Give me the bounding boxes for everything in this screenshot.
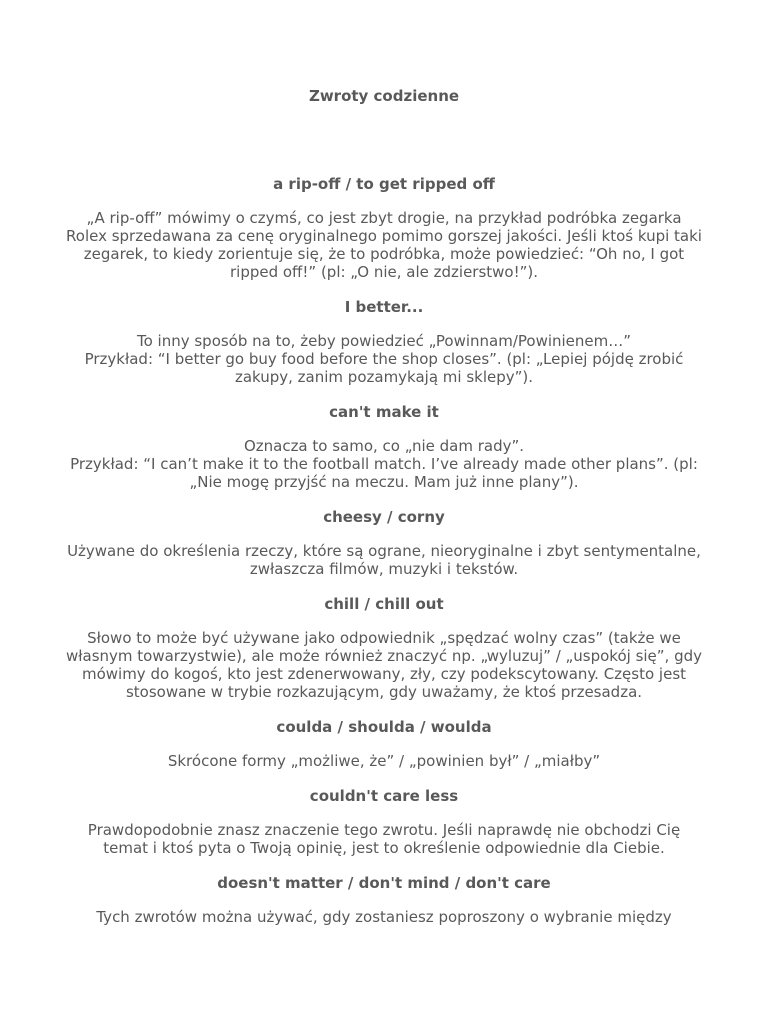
phrase-heading: I better... [344,298,424,316]
paragraph: Słowo to może być używane jako odpowiednik „spędzać wolny czas” (także we własnym towarzystwie), ale może również znaczyć np. „wyluzuj” / „uspokój się”, gdy mówimy do kogoś, kto jest zdenerwowany, zły, czy podekscytowany. Często jest stosowane w trybie rozkazującym, gdy uważamy, że ktoś przesadza. [65,629,703,701]
phrase-description [64,209,704,281]
phrase-heading: chill / chill out [324,595,444,613]
phrase-heading: cheesy / corny [323,508,445,526]
phrase-description [64,332,704,386]
phrase-heading: coulda / shoulda / woulda [276,718,492,736]
phrase-list [64,174,704,942]
phrase-description [64,908,704,926]
phrase-description [64,752,704,770]
phrase-section [64,717,704,770]
phrase-section [64,174,704,281]
paragraph: Skrócone formy „możliwe, że” / „powinien był” / „miałby” [167,752,601,770]
paragraph: Prawdopodobnie znasz znaczenie tego zwrotu. Jeśli naprawdę nie obchodzi Cię temat i ktoś pyta o Twoją opinię, jest to określenie odpowiednie dla Ciebie. [87,821,681,857]
phrase-heading: can't make it [329,403,439,421]
phrase-description [64,542,704,578]
phrase-section [64,297,704,386]
phrase-section [64,786,704,857]
phrase-section [64,594,704,701]
phrase-heading: a rip-off / to get ripped off [273,175,495,193]
paragraph: Używane do określenia rzeczy, które są ograne, nieoryginalne i zbyt sentymentalne, zwłaszcza filmów, muzyki i tekstów. [67,542,701,578]
phrase-description [64,437,704,491]
paragraph: To inny sposób na to, żeby powiedzieć „Powinnam/Powinienem…” [136,332,632,350]
phrase-section [64,402,704,491]
phrase-heading: doesn't matter / don't mind / don't care [217,874,551,892]
paragraph: Przykład: “I can’t make it to the football match. I’ve already made other plans”. (pl: „Nie mogę przyjść na meczu. Mam już inne plany”). [70,455,698,491]
phrase-description [64,821,704,857]
paragraph: Oznacza to samo, co „nie dam rady”. [243,437,525,455]
paragraph: Przykład: “I better go buy food before the shop closes”. (pl: „Lepiej pójdę zrobić zakupy, zanim pozamykają mi sklepy”). [84,350,684,386]
phrase-section [64,873,704,926]
phrase-section [64,507,704,578]
phrase-heading: couldn't care less [309,787,459,805]
phrase-description [64,629,704,701]
page-title: Zwroty codzienne [308,87,460,105]
paragraph: „A rip-off” mówimy o czymś, co jest zbyt drogie, na przykład podróbka zegarka Rolex sprzedawana za cenę oryginalnego pomimo gorszej jakości. Jeśli ktoś kupi taki zegarek, to kiedy zorientuje się, że to podróbka, może powiedzieć: “Oh no, I got ripped off!” (pl: „O nie, ale zdzierstwo!”). [66,209,702,281]
paragraph: Tych zwrotów można używać, gdy zostaniesz poproszony o wybranie między [96,908,672,926]
